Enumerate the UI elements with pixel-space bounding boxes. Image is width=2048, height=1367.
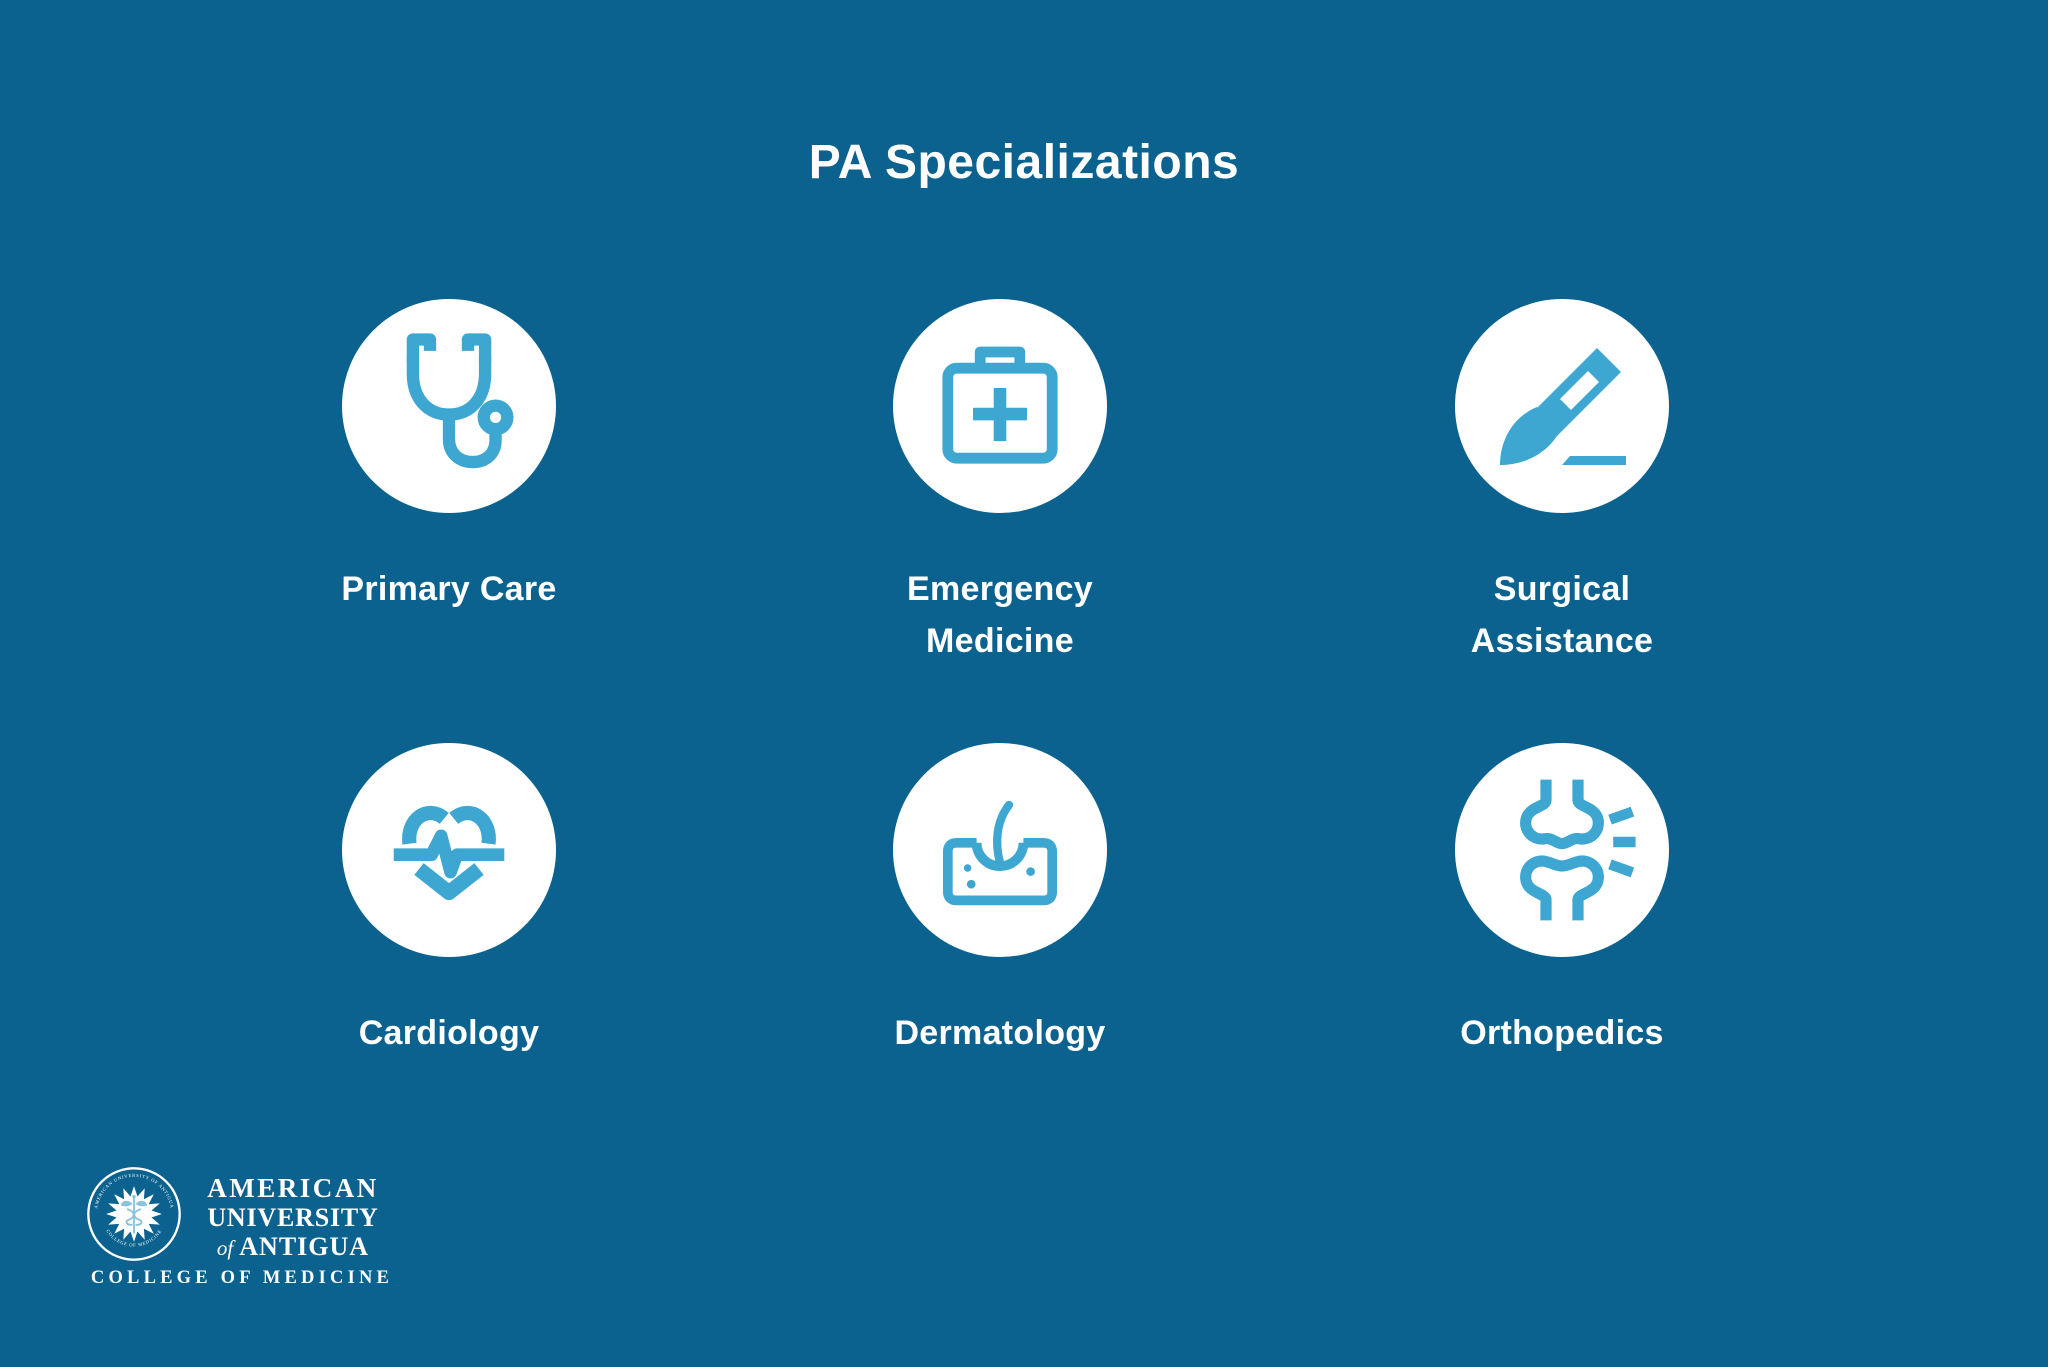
logo-line-american: AMERICAN	[207, 1173, 379, 1203]
logo-line-university: UNIVERSITY	[207, 1203, 379, 1232]
icon-circle	[1455, 299, 1669, 513]
skin-hair-follicle-icon	[910, 760, 1090, 940]
icon-circle	[1455, 743, 1669, 957]
spec-card-dermatology	[720, 743, 1280, 1059]
spec-card-primary-care	[169, 299, 729, 615]
spec-card-cardiology	[169, 743, 729, 1059]
page-title: PA Specializations	[808, 136, 1240, 189]
seal-arc-top-text: AMERICAN UNIVERSITY OF ANTIGUA	[94, 1173, 174, 1210]
spec-card-orthopedics	[1282, 743, 1842, 1059]
college-of-medicine-line: COLLEGE OF MEDICINE	[90, 1268, 394, 1288]
spec-label: Dermatology	[894, 1014, 1106, 1052]
spec-card-emergency-medicine	[720, 299, 1280, 667]
bone-joint-icon	[1482, 770, 1642, 930]
spec-label: Orthopedics	[1460, 1014, 1664, 1052]
university-name	[188, 1174, 398, 1263]
icon-circle	[893, 299, 1107, 513]
spec-label: Cardiology	[358, 1014, 540, 1052]
logo-antigua: ANTIGUA	[239, 1232, 370, 1261]
university-logo	[86, 1166, 398, 1289]
logo-of: of	[216, 1236, 234, 1260]
icon-circle	[342, 299, 556, 513]
spec-label: Primary Care	[341, 570, 557, 608]
icon-circle	[893, 743, 1107, 957]
spec-label: Surgical Assistance	[1470, 570, 1654, 660]
icon-circle	[342, 743, 556, 957]
logo-line-antigua	[217, 1232, 369, 1263]
spec-card-surgical-assistance	[1282, 299, 1842, 667]
seal-arc-bottom-text: COLLEGE OF MEDICINE	[104, 1229, 164, 1249]
stethoscope-icon	[354, 311, 544, 501]
university-seal-icon	[86, 1166, 182, 1262]
heart-ecg-icon	[370, 771, 528, 929]
scalpel-icon	[1462, 306, 1662, 506]
first-aid-kit-icon	[910, 316, 1090, 496]
spec-label: Emergency Medicine	[906, 570, 1093, 660]
